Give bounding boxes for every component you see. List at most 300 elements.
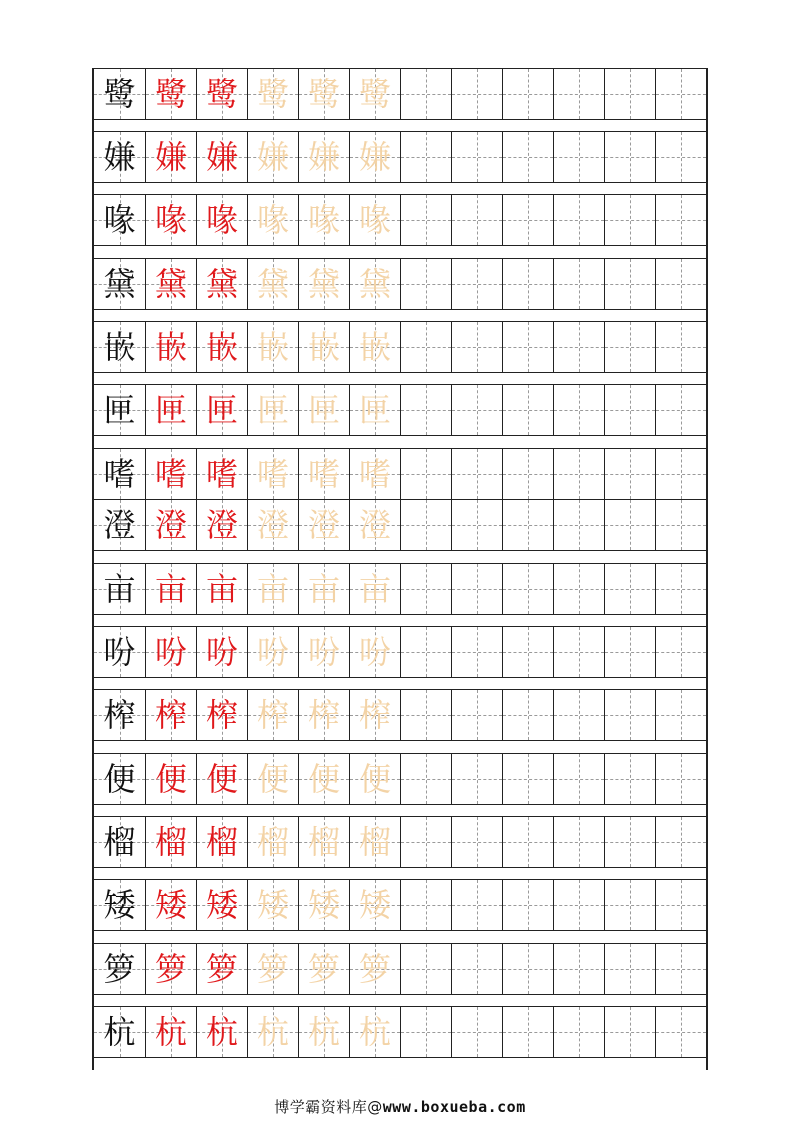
blank-cell[interactable] — [553, 69, 604, 119]
guide-character: 榴 — [154, 823, 187, 861]
blank-cell[interactable] — [502, 564, 553, 614]
blank-cell[interactable] — [451, 132, 502, 182]
practice-row — [94, 258, 706, 310]
guide-character: 箩 — [154, 950, 187, 988]
guide-cell — [145, 132, 196, 182]
trace-character: 便 — [358, 760, 391, 798]
trace-cell — [349, 132, 400, 182]
trace-character: 嗜 — [358, 455, 391, 493]
trace-character: 澄 — [256, 506, 289, 544]
blank-cell[interactable] — [604, 690, 655, 740]
blank-cell[interactable] — [400, 385, 451, 435]
trace-cell — [247, 132, 298, 182]
guide-cell — [145, 564, 196, 614]
model-character: 便 — [103, 760, 136, 798]
blank-cell[interactable] — [604, 880, 655, 930]
blank-cell[interactable] — [604, 449, 655, 499]
blank-cell[interactable] — [604, 259, 655, 309]
trace-cell — [247, 69, 298, 119]
trace-character: 便 — [307, 760, 340, 798]
model-cell — [94, 322, 145, 372]
trace-character: 亩 — [358, 570, 391, 608]
guide-cell — [145, 195, 196, 245]
guide-character: 嫌 — [154, 138, 187, 176]
blank-cell[interactable] — [604, 817, 655, 867]
blank-cell[interactable] — [400, 817, 451, 867]
guide-character: 吩 — [154, 633, 187, 671]
model-character: 榨 — [103, 696, 136, 734]
trace-character: 便 — [256, 760, 289, 798]
blank-cell[interactable] — [400, 754, 451, 804]
trace-cell — [349, 322, 400, 372]
blank-cell[interactable] — [400, 322, 451, 372]
model-cell — [94, 132, 145, 182]
trace-character: 嵌 — [307, 328, 340, 366]
blank-cell[interactable] — [604, 944, 655, 994]
blank-cell[interactable] — [604, 564, 655, 614]
trace-character: 杭 — [307, 1013, 340, 1051]
trace-character: 嗜 — [256, 455, 289, 493]
blank-cell[interactable] — [553, 195, 604, 245]
trace-cell — [349, 69, 400, 119]
trace-character: 嵌 — [358, 328, 391, 366]
model-cell — [94, 1007, 145, 1057]
trace-cell — [349, 880, 400, 930]
blank-cell[interactable] — [502, 880, 553, 930]
trace-cell — [298, 690, 349, 740]
guide-character: 黛 — [205, 265, 238, 303]
trace-cell — [349, 564, 400, 614]
guide-character: 矮 — [205, 886, 238, 924]
blank-cell[interactable] — [400, 69, 451, 119]
blank-cell[interactable] — [553, 627, 604, 677]
trace-cell — [349, 1007, 400, 1057]
trace-character: 榴 — [256, 823, 289, 861]
trace-cell — [298, 754, 349, 804]
guide-character: 杭 — [205, 1013, 238, 1051]
model-character: 嫌 — [103, 138, 136, 176]
blank-cell[interactable] — [451, 259, 502, 309]
trace-cell — [349, 259, 400, 309]
trace-cell — [247, 880, 298, 930]
blank-cell[interactable] — [502, 195, 553, 245]
model-cell — [94, 449, 145, 499]
practice-row — [94, 499, 706, 551]
practice-row — [94, 1006, 706, 1058]
model-character: 喙 — [103, 201, 136, 239]
guide-character: 匣 — [154, 391, 187, 429]
guide-cell — [145, 259, 196, 309]
blank-cell[interactable] — [655, 564, 706, 614]
trace-character: 矮 — [307, 886, 340, 924]
trace-cell — [298, 132, 349, 182]
blank-cell[interactable] — [502, 1007, 553, 1057]
blank-cell[interactable] — [655, 690, 706, 740]
model-cell — [94, 754, 145, 804]
blank-cell[interactable] — [604, 754, 655, 804]
guide-cell — [145, 944, 196, 994]
blank-cell[interactable] — [553, 449, 604, 499]
trace-character: 榴 — [358, 823, 391, 861]
blank-cell[interactable] — [604, 385, 655, 435]
blank-cell[interactable] — [451, 1007, 502, 1057]
model-character: 嵌 — [103, 328, 136, 366]
trace-cell — [349, 944, 400, 994]
guide-cell — [196, 500, 247, 550]
trace-cell — [247, 627, 298, 677]
trace-cell — [349, 690, 400, 740]
trace-cell — [247, 944, 298, 994]
blank-cell[interactable] — [400, 449, 451, 499]
guide-cell — [145, 500, 196, 550]
guide-cell — [196, 259, 247, 309]
practice-row — [94, 194, 706, 246]
guide-cell — [196, 385, 247, 435]
blank-cell[interactable] — [451, 385, 502, 435]
blank-cell[interactable] — [502, 385, 553, 435]
trace-character: 箩 — [358, 950, 391, 988]
model-character: 黛 — [103, 265, 136, 303]
blank-cell[interactable] — [553, 880, 604, 930]
blank-cell[interactable] — [655, 817, 706, 867]
trace-character: 澄 — [307, 506, 340, 544]
blank-cell[interactable] — [553, 385, 604, 435]
blank-cell[interactable] — [553, 690, 604, 740]
blank-cell[interactable] — [502, 322, 553, 372]
guide-character: 榨 — [154, 696, 187, 734]
blank-cell[interactable] — [655, 69, 706, 119]
guide-cell — [196, 690, 247, 740]
guide-character: 鹭 — [154, 75, 187, 113]
footer-url[interactable]: www.boxueba.com — [382, 1098, 526, 1116]
trace-character: 匣 — [256, 391, 289, 429]
blank-cell[interactable] — [655, 322, 706, 372]
blank-cell[interactable] — [502, 817, 553, 867]
blank-cell[interactable] — [553, 132, 604, 182]
guide-character: 榨 — [205, 696, 238, 734]
blank-cell[interactable] — [400, 195, 451, 245]
guide-cell — [196, 449, 247, 499]
trace-cell — [247, 500, 298, 550]
blank-cell[interactable] — [502, 259, 553, 309]
trace-cell — [349, 385, 400, 435]
blank-cell[interactable] — [553, 500, 604, 550]
guide-cell — [145, 817, 196, 867]
blank-cell[interactable] — [451, 564, 502, 614]
trace-character: 榨 — [358, 696, 391, 734]
blank-cell[interactable] — [502, 754, 553, 804]
trace-character: 鹭 — [358, 75, 391, 113]
blank-cell[interactable] — [655, 132, 706, 182]
blank-cell[interactable] — [655, 259, 706, 309]
trace-character: 榨 — [256, 696, 289, 734]
blank-cell[interactable] — [604, 322, 655, 372]
blank-cell[interactable] — [553, 944, 604, 994]
trace-character: 喙 — [307, 201, 340, 239]
blank-cell[interactable] — [400, 132, 451, 182]
trace-character: 鹭 — [307, 75, 340, 113]
model-cell — [94, 259, 145, 309]
model-character: 嗜 — [103, 455, 136, 493]
model-character: 匣 — [103, 391, 136, 429]
practice-row — [94, 384, 706, 436]
trace-character: 匣 — [358, 391, 391, 429]
trace-character: 矮 — [256, 886, 289, 924]
practice-row — [94, 943, 706, 995]
trace-character: 嫌 — [256, 138, 289, 176]
guide-character: 亩 — [205, 570, 238, 608]
trace-cell — [298, 817, 349, 867]
blank-cell[interactable] — [451, 690, 502, 740]
trace-character: 榨 — [307, 696, 340, 734]
practice-row — [94, 689, 706, 741]
trace-cell — [298, 449, 349, 499]
blank-cell[interactable] — [451, 754, 502, 804]
blank-cell[interactable] — [655, 385, 706, 435]
guide-character: 嫌 — [205, 138, 238, 176]
guide-cell — [196, 69, 247, 119]
guide-cell — [196, 322, 247, 372]
blank-cell[interactable] — [502, 944, 553, 994]
practice-row — [94, 68, 706, 120]
blank-cell[interactable] — [553, 322, 604, 372]
trace-cell — [247, 449, 298, 499]
blank-cell[interactable] — [655, 754, 706, 804]
trace-character: 澄 — [358, 506, 391, 544]
blank-cell[interactable] — [655, 500, 706, 550]
blank-cell[interactable] — [553, 259, 604, 309]
blank-cell[interactable] — [502, 690, 553, 740]
blank-cell[interactable] — [604, 195, 655, 245]
practice-row — [94, 448, 706, 500]
blank-cell[interactable] — [451, 817, 502, 867]
guide-cell — [145, 385, 196, 435]
guide-character: 喙 — [205, 201, 238, 239]
trace-cell — [247, 1007, 298, 1057]
blank-cell[interactable] — [502, 500, 553, 550]
blank-cell[interactable] — [655, 627, 706, 677]
trace-cell — [247, 195, 298, 245]
guide-cell — [145, 449, 196, 499]
guide-cell — [145, 880, 196, 930]
trace-character: 嫌 — [307, 138, 340, 176]
trace-character: 吩 — [307, 633, 340, 671]
practice-row — [94, 563, 706, 615]
trace-cell — [349, 500, 400, 550]
model-character: 澄 — [103, 506, 136, 544]
guide-character: 黛 — [154, 265, 187, 303]
blank-cell[interactable] — [655, 195, 706, 245]
model-character: 亩 — [103, 570, 136, 608]
blank-cell[interactable] — [655, 1007, 706, 1057]
blank-cell[interactable] — [400, 944, 451, 994]
blank-cell[interactable] — [553, 1007, 604, 1057]
trace-cell — [247, 259, 298, 309]
blank-cell[interactable] — [553, 754, 604, 804]
guide-character: 喙 — [154, 201, 187, 239]
trace-character: 黛 — [307, 265, 340, 303]
trace-cell — [247, 322, 298, 372]
blank-cell[interactable] — [604, 627, 655, 677]
trace-character: 黛 — [358, 265, 391, 303]
model-cell — [94, 195, 145, 245]
trace-character: 喙 — [358, 201, 391, 239]
model-cell — [94, 627, 145, 677]
practice-row — [94, 626, 706, 678]
trace-cell — [298, 880, 349, 930]
trace-character: 黛 — [256, 265, 289, 303]
trace-character: 鹭 — [256, 75, 289, 113]
blank-cell[interactable] — [655, 880, 706, 930]
guide-character: 嵌 — [205, 328, 238, 366]
blank-cell[interactable] — [502, 627, 553, 677]
guide-cell — [145, 69, 196, 119]
model-cell — [94, 69, 145, 119]
guide-cell — [196, 817, 247, 867]
blank-cell[interactable] — [451, 195, 502, 245]
model-cell — [94, 817, 145, 867]
model-character: 杭 — [103, 1013, 136, 1051]
guide-cell — [145, 322, 196, 372]
trace-cell — [349, 195, 400, 245]
trace-cell — [349, 817, 400, 867]
guide-cell — [196, 1007, 247, 1057]
model-cell — [94, 880, 145, 930]
trace-cell — [298, 944, 349, 994]
blank-cell[interactable] — [655, 449, 706, 499]
guide-character: 杭 — [154, 1013, 187, 1051]
trace-character: 箩 — [307, 950, 340, 988]
trace-character: 亩 — [256, 570, 289, 608]
trace-cell — [247, 754, 298, 804]
blank-cell[interactable] — [604, 69, 655, 119]
blank-cell[interactable] — [400, 690, 451, 740]
model-cell — [94, 500, 145, 550]
guide-character: 嗜 — [154, 455, 187, 493]
guide-cell — [145, 754, 196, 804]
model-cell — [94, 944, 145, 994]
practice-row — [94, 753, 706, 805]
trace-cell — [298, 627, 349, 677]
guide-character: 鹭 — [205, 75, 238, 113]
blank-cell[interactable] — [604, 132, 655, 182]
blank-cell[interactable] — [502, 69, 553, 119]
trace-cell — [247, 385, 298, 435]
blank-cell[interactable] — [400, 880, 451, 930]
blank-cell[interactable] — [400, 564, 451, 614]
blank-cell[interactable] — [655, 944, 706, 994]
trace-cell — [298, 500, 349, 550]
trace-character: 矮 — [358, 886, 391, 924]
blank-cell[interactable] — [502, 449, 553, 499]
trace-cell — [298, 564, 349, 614]
trace-cell — [349, 627, 400, 677]
practice-row — [94, 879, 706, 931]
guide-character: 箩 — [205, 950, 238, 988]
trace-character: 吩 — [256, 633, 289, 671]
trace-character: 亩 — [307, 570, 340, 608]
blank-cell[interactable] — [604, 500, 655, 550]
guide-cell — [145, 1007, 196, 1057]
blank-cell[interactable] — [604, 1007, 655, 1057]
model-character: 吩 — [103, 633, 136, 671]
blank-cell[interactable] — [553, 817, 604, 867]
guide-character: 嵌 — [154, 328, 187, 366]
trace-cell — [349, 754, 400, 804]
practice-sheet — [92, 68, 708, 1070]
practice-row — [94, 816, 706, 868]
trace-character: 嵌 — [256, 328, 289, 366]
trace-character: 杭 — [256, 1013, 289, 1051]
practice-row — [94, 321, 706, 373]
guide-cell — [196, 627, 247, 677]
guide-cell — [196, 754, 247, 804]
footer-label: 博学霸资料库@ — [274, 1098, 383, 1116]
trace-character: 嫌 — [358, 138, 391, 176]
blank-cell[interactable] — [451, 627, 502, 677]
blank-cell[interactable] — [451, 944, 502, 994]
blank-cell[interactable] — [451, 322, 502, 372]
model-character: 矮 — [103, 886, 136, 924]
guide-cell — [196, 880, 247, 930]
blank-cell[interactable] — [451, 500, 502, 550]
guide-character: 便 — [205, 760, 238, 798]
model-character: 鹭 — [103, 75, 136, 113]
model-cell — [94, 690, 145, 740]
trace-character: 吩 — [358, 633, 391, 671]
guide-character: 澄 — [154, 506, 187, 544]
guide-cell — [196, 564, 247, 614]
guide-character: 矮 — [154, 886, 187, 924]
guide-cell — [196, 132, 247, 182]
trace-cell — [247, 564, 298, 614]
trace-cell — [298, 195, 349, 245]
blank-cell[interactable] — [451, 449, 502, 499]
guide-character: 榴 — [205, 823, 238, 861]
trace-cell — [298, 1007, 349, 1057]
guide-character: 澄 — [205, 506, 238, 544]
footer — [0, 1096, 800, 1117]
guide-character: 匣 — [205, 391, 238, 429]
trace-cell — [247, 817, 298, 867]
model-character: 箩 — [103, 950, 136, 988]
guide-cell — [145, 627, 196, 677]
blank-cell[interactable] — [553, 564, 604, 614]
blank-cell[interactable] — [400, 259, 451, 309]
trace-character: 喙 — [256, 201, 289, 239]
blank-cell[interactable] — [400, 627, 451, 677]
trace-cell — [349, 449, 400, 499]
trace-cell — [298, 69, 349, 119]
trace-cell — [298, 385, 349, 435]
model-character: 榴 — [103, 823, 136, 861]
practice-row — [94, 131, 706, 183]
blank-cell[interactable] — [451, 69, 502, 119]
guide-character: 吩 — [205, 633, 238, 671]
trace-cell — [298, 322, 349, 372]
model-cell — [94, 564, 145, 614]
blank-cell[interactable] — [400, 500, 451, 550]
blank-cell[interactable] — [502, 132, 553, 182]
guide-character: 嗜 — [205, 455, 238, 493]
trace-character: 匣 — [307, 391, 340, 429]
blank-cell[interactable] — [400, 1007, 451, 1057]
trace-cell — [247, 690, 298, 740]
guide-character: 便 — [154, 760, 187, 798]
guide-cell — [196, 195, 247, 245]
blank-cell[interactable] — [451, 880, 502, 930]
model-cell — [94, 385, 145, 435]
